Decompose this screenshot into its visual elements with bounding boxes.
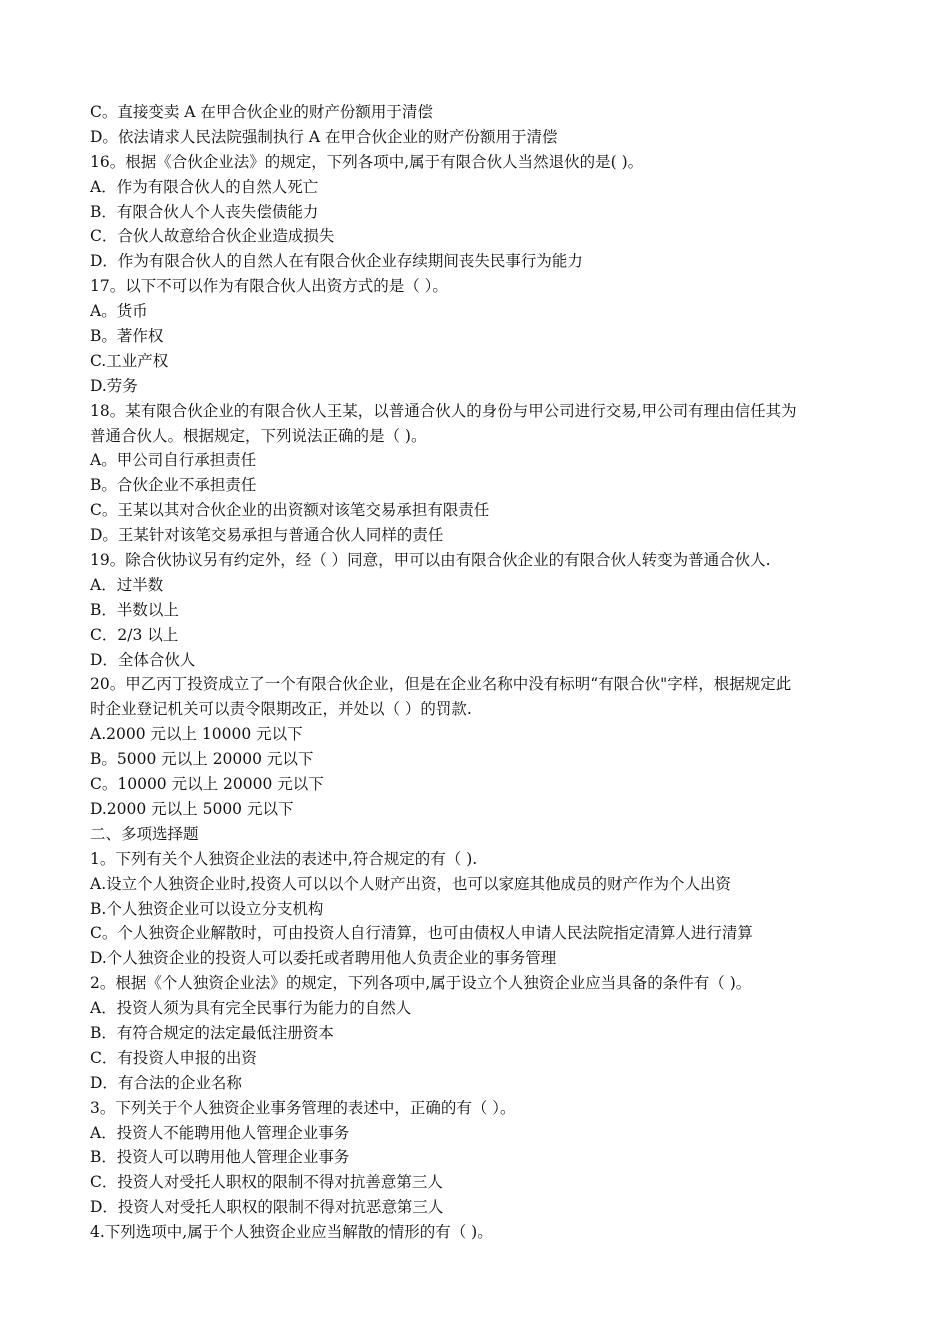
text-line: A．投资人不能聘用他人管理企业事务 [90,1123,350,1142]
text-line: 18。某有限合伙企业的有限合伙人王某，以普通合伙人的身份与甲公司进行交易,甲公司有理由信任其为 [90,401,797,420]
text-line: 16。根据《合伙企业法》的规定，下列各项中,属于有限合伙人当然退伙的是( )。 [90,152,644,171]
text-line: 2。根据《个人独资企业法》的规定，下列各项中,属于设立个人独资企业应当具备的条件有（ )。 [90,974,752,993]
text-line: B。5000 元以上 20000 元以下 [90,750,314,769]
text-line: A.设立个人独资企业时,投资人可以以个人财产出资，也可以家庭其他成员的财产作为个人出资 [90,874,732,893]
text-line: A.2000 元以上 10000 元以下 [90,725,303,744]
text-line: D.个人独资企业的投资人可以委托或者聘用他人负责企业的事务管理 [90,949,557,968]
text-line: B．有符合规定的法定最低注册资本 [90,1023,334,1042]
text-line: A．过半数 [90,575,164,594]
text-line: D。王某针对该笔交易承担与普通合伙人同样的责任 [90,526,444,545]
text-line: 二、多项选择题 [90,824,199,843]
text-line: D．全体合伙人 [90,650,196,669]
text-line: B．投资人可以聘用他人管理企业事务 [90,1148,350,1167]
text-line: B.个人独资企业可以设立分支机构 [90,899,324,918]
text-line: C。直接变卖 A 在甲合伙企业的财产份额用于清偿 [90,103,433,121]
text-line: 1。下列有关个人独资企业法的表述中,符合规定的有（ ). [90,849,478,868]
text-line: A。甲公司自行承担责任 [90,451,257,470]
text-line: B。合伙企业不承担责任 [90,476,257,495]
text-line: 4.下列选项中,属于个人独资企业应当解散的情形的有（ )。 [90,1223,493,1242]
text-line: 19。除合伙协议另有约定外，经（ ）同意，甲可以由有限合伙企业的有限合伙人转变为普通合伙人. [90,551,771,570]
text-line: B．半数以上 [90,600,179,619]
text-line: D.2000 元以上 5000 元以下 [90,799,294,818]
text-line: C。王某以其对合伙企业的出资额对该笔交易承担有限责任 [90,501,490,520]
text-line: D.劳务 [90,376,138,395]
text-line: D．作为有限合伙人的自然人在有限合伙企业存续期间丧失民事行为能力 [90,252,583,271]
text-line: C．有投资人申报的出资 [90,1048,257,1067]
text-line: A。货币 [90,302,148,321]
text-line: C。10000 元以上 20000 元以下 [90,775,324,794]
text-line: C.工业产权 [90,351,169,370]
text-line: 时企业登记机关可以责令限期改正，并处以（ ）的罚款. [90,700,472,719]
text-line: D．有合法的企业名称 [90,1073,242,1092]
text-line: C．合伙人故意给合伙企业造成损失 [90,227,335,246]
text-line: A．投资人须为具有完全民事行为能力的自然人 [90,999,412,1018]
text-line: 20。甲乙丙丁投资成立了一个有限合伙企业，但是在企业名称中没有标明“有限合伙"字样，根据规定此 [90,675,792,694]
text-line: 3。下列关于个人独资企业事务管理的表述中，正确的有（ ）。 [90,1098,516,1117]
text-line: C．投资人对受托人职权的限制不得对抗善意第三人 [90,1173,443,1192]
text-line: 普通合伙人。根据规定，下列说法正确的是（ )。 [90,426,427,445]
text-line: B。著作权 [90,327,164,346]
text-line: D。依法请求人民法院强制执行 A 在甲合伙企业的财产份额用于清偿 [90,127,558,146]
text-line: B．有限合伙人个人丧失偿债能力 [90,202,319,221]
text-line: C。个人独资企业解散时，可由投资人自行清算，也可由债权人申请人民法院指定清算人进行清算 [90,924,753,943]
text-line: A．作为有限合伙人的自然人死亡 [90,177,319,196]
text-line: 17。以下不可以作为有限合伙人出资方式的是（ ）。 [90,277,448,296]
text-line: D．投资人对受托人职权的限制不得对抗恶意第三人 [90,1198,444,1217]
document-page [90,100,870,1245]
text-line: C．2/3 以上 [90,625,179,644]
